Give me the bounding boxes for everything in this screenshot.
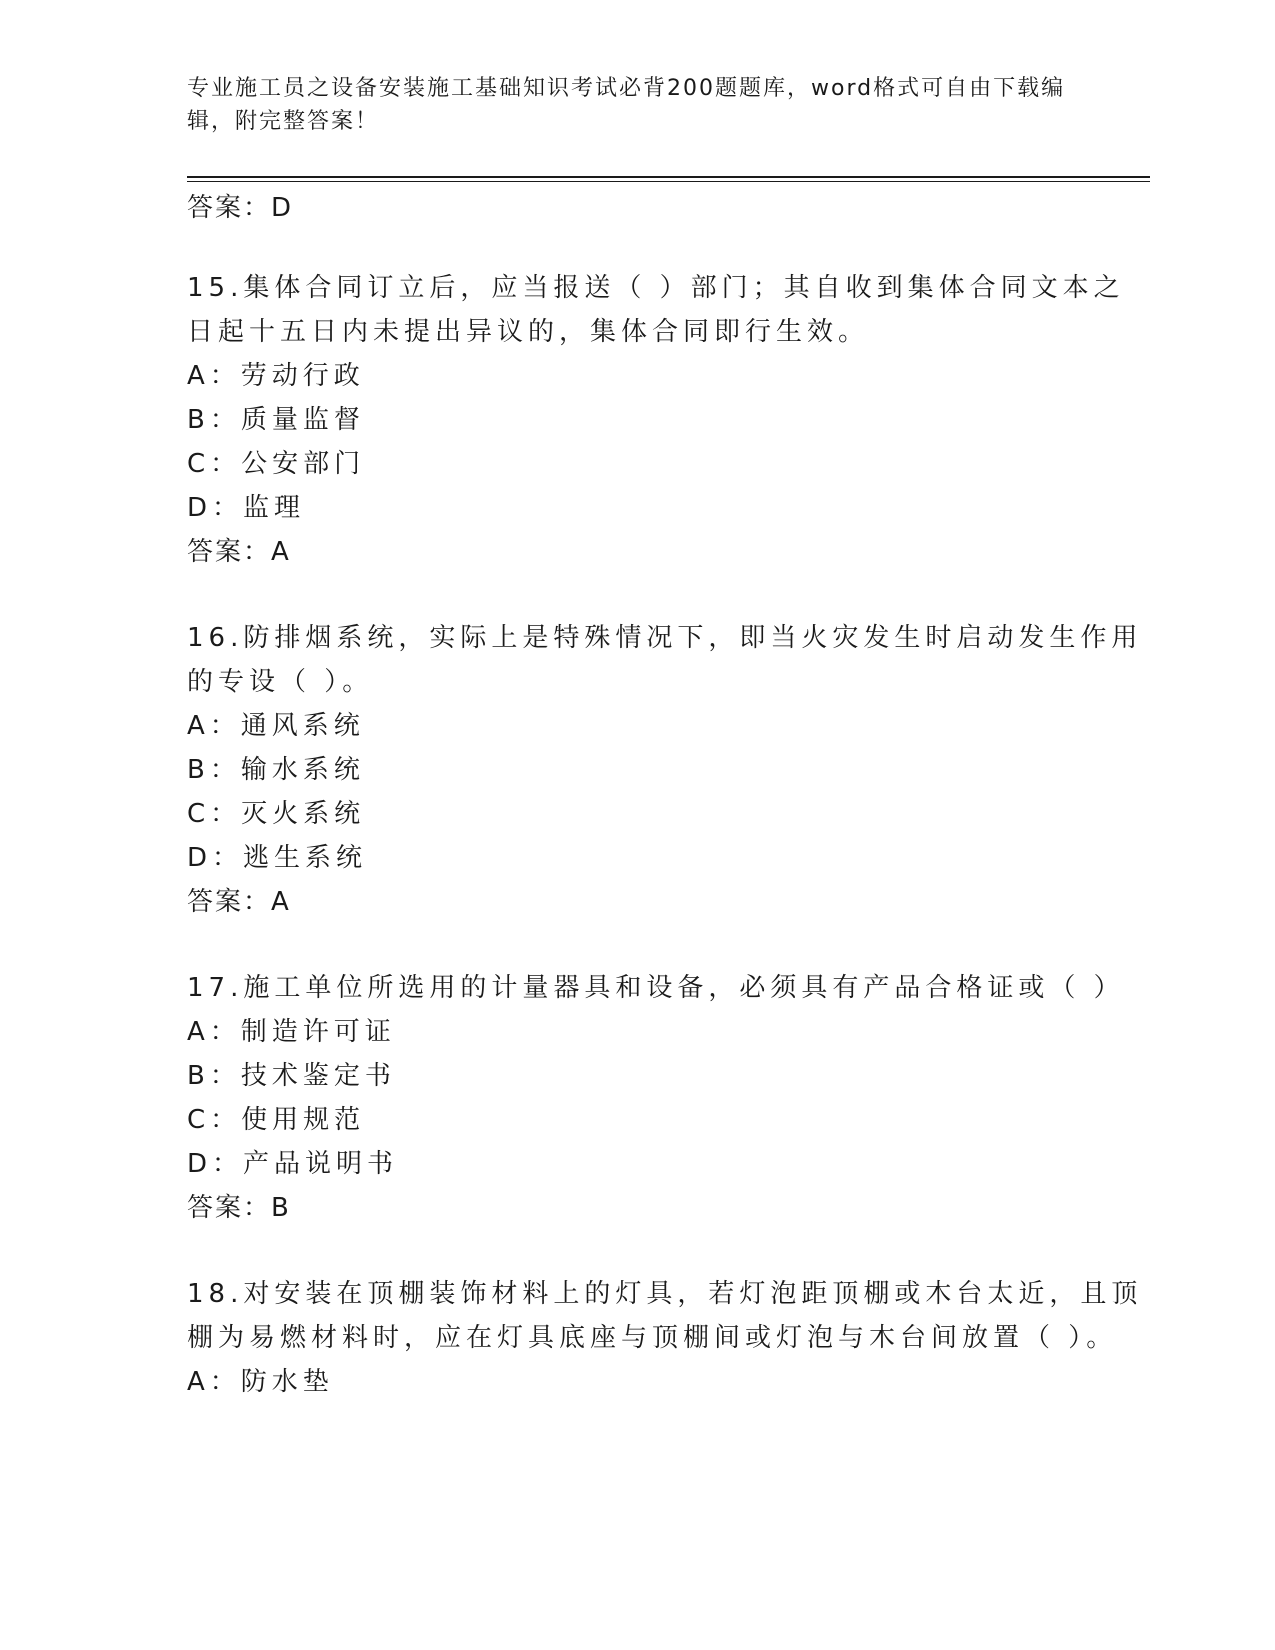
question-18-option-a: A：防水垫 (187, 1367, 334, 1397)
question-15-answer: 答案：A (187, 537, 291, 567)
question-17-option-c: C：使用规范 (187, 1105, 366, 1135)
question-16-stem-line1: 16.防排烟系统，实际上是特殊情况下，即当火灾发生时启动发生作用 (187, 623, 1143, 653)
question-15-option-c: C：公安部门 (187, 449, 366, 479)
question-16-stem-line2: 的专设（ ）。 (187, 667, 374, 697)
question-16-option-b: B：输水系统 (187, 755, 365, 785)
question-16-answer: 答案：A (187, 887, 291, 917)
question-17-option-b: B：技术鉴定书 (187, 1061, 396, 1091)
question-15-stem-line2: 日起十五日内未提出异议的，集体合同即行生效。 (187, 317, 870, 347)
header-divider-thick (187, 176, 1150, 178)
question-15-option-d: D：监理 (187, 493, 306, 523)
question-15-option-a: A：劳动行政 (187, 361, 365, 391)
question-18-stem-line2: 棚为易燃材料时，应在灯具底座与顶棚间或灯泡与木台间放置（ ）。 (187, 1323, 1118, 1353)
question-16-option-c: C：灭火系统 (187, 799, 366, 829)
question-15-stem-line1: 15.集体合同订立后，应当报送（ ）部门；其自收到集体合同文本之 (187, 273, 1125, 303)
question-17-option-d: D：产品说明书 (187, 1149, 399, 1179)
question-18-stem-line1: 18.对安装在顶棚装饰材料上的灯具，若灯泡距顶棚或木台太近，且顶 (187, 1279, 1143, 1309)
answer-14: 答案：D (187, 193, 294, 223)
question-16-option-a: A：通风系统 (187, 711, 365, 741)
header-divider-thin (187, 181, 1150, 182)
question-17-answer: 答案：B (187, 1193, 291, 1223)
question-17-stem-line1: 17.施工单位所选用的计量器具和设备，必须具有产品合格证或（ ） (187, 973, 1125, 1003)
question-17-option-a: A：制造许可证 (187, 1017, 396, 1047)
question-15-option-b: B：质量监督 (187, 405, 365, 435)
document-header: 专业施工员之设备安装施工基础知识考试必背200题题库，word格式可自由下载编辑，附完整答案！ (187, 76, 1066, 134)
question-16-option-d: D：逃生系统 (187, 843, 368, 873)
